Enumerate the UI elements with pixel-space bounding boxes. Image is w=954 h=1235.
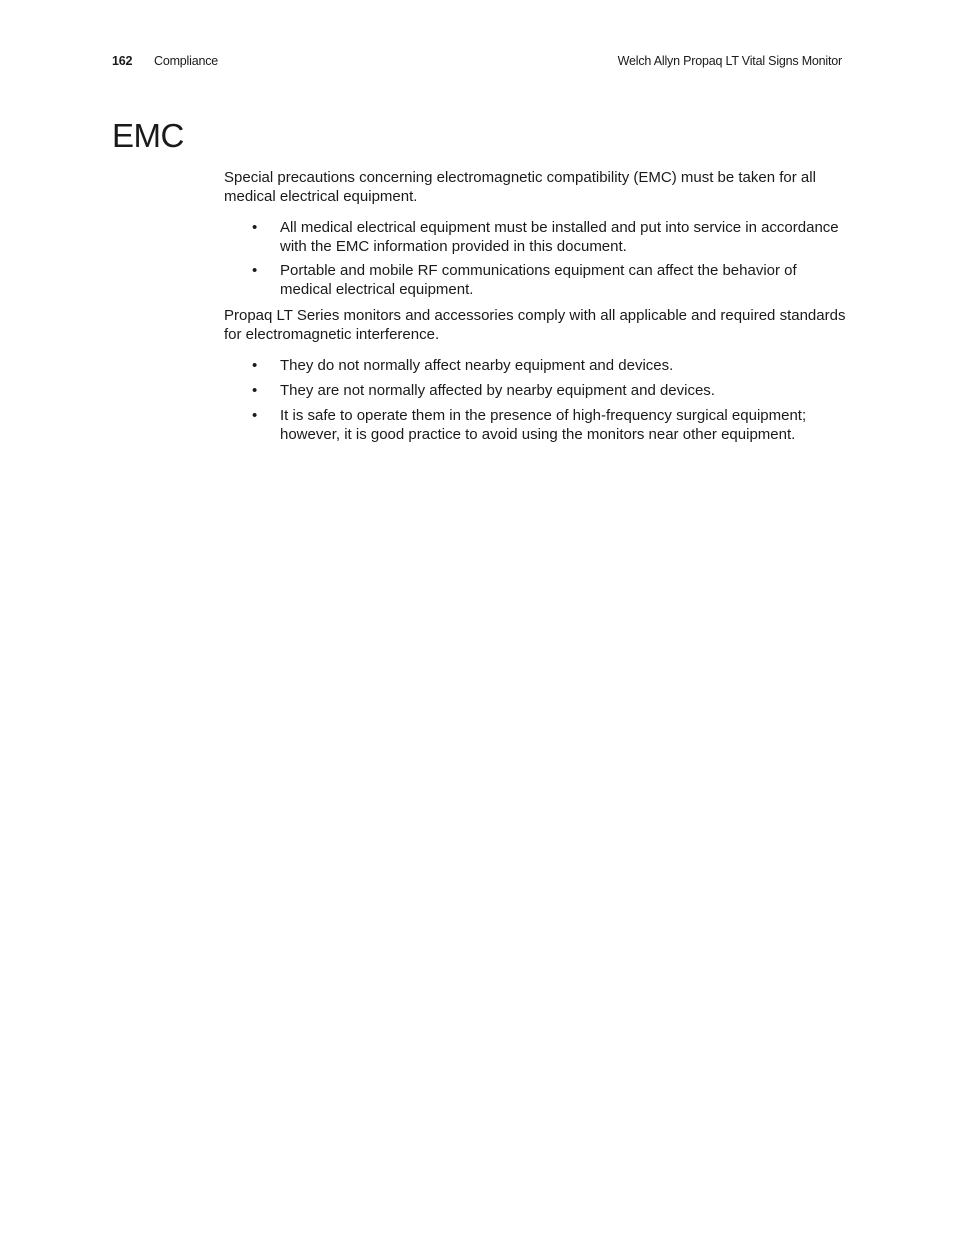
list-item-text: It is safe to operate them in the presence of high-frequency surgical equipment; however, it is good practice to avoid using the monitors near other equipment.	[280, 407, 807, 443]
page-number: 162	[112, 54, 133, 68]
bullet-icon: •	[252, 407, 258, 424]
running-header	[112, 53, 842, 69]
section-name: Compliance	[154, 54, 219, 68]
list-item	[224, 261, 846, 299]
list-item-text: All medical electrical equipment must be installed and put into service in accordance with the EMC information provided in this document.	[280, 219, 839, 255]
bullet-list-requirements	[224, 218, 846, 299]
bullet-list-compliance	[224, 356, 846, 444]
list-item-text: They are not normally affected by nearby equipment and devices.	[280, 382, 715, 399]
section-body	[224, 168, 846, 450]
list-item	[224, 406, 846, 444]
bullet-icon: •	[252, 262, 258, 279]
compliance-paragraph: Propaq LT Series monitors and accessories comply with all applicable and required standards for electromagnetic interference.	[224, 307, 846, 343]
list-item	[224, 356, 846, 375]
section-heading: EMC	[112, 117, 184, 154]
bullet-icon: •	[252, 219, 258, 236]
bullet-icon: •	[252, 357, 258, 374]
document-title: Welch Allyn Propaq LT Vital Signs Monitor	[617, 54, 842, 68]
bullet-icon: •	[252, 382, 258, 399]
list-item	[224, 218, 846, 256]
list-item-text: Portable and mobile RF communications equipment can affect the behavior of medical electrical equipment.	[280, 262, 797, 298]
intro-paragraph: Special precautions concerning electromagnetic compatibility (EMC) must be taken for all medical electrical equipment.	[224, 169, 816, 205]
list-item	[224, 381, 846, 400]
list-item-text: They do not normally affect nearby equipment and devices.	[280, 357, 674, 374]
